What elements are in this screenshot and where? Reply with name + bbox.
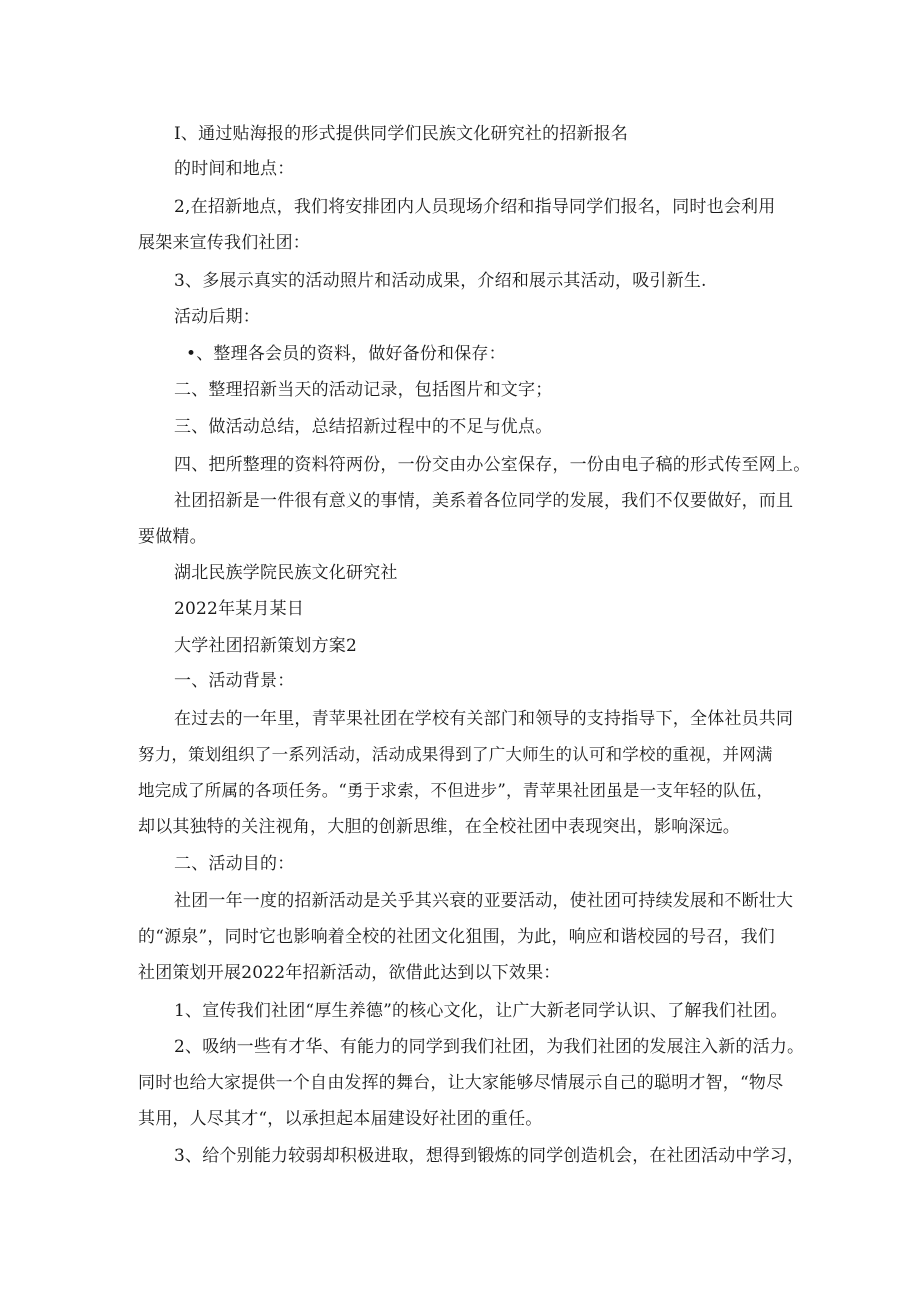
paragraph-line: 却以其独特的关注视角，大胆的创新思维，在全校社团中表现突出，影响深远。 bbox=[138, 817, 740, 837]
date-line: 2022年某月某日 bbox=[174, 599, 305, 619]
paragraph-line: 在过去的一年里，青苹果社团在学校有关部门和领导的支持指导下，全体社员共同 bbox=[174, 709, 794, 729]
document-title: 大学社团招新策划方案2 bbox=[174, 636, 358, 656]
paragraph-line: •、整理各会员的资料，做好备份和保存： bbox=[186, 344, 506, 364]
paragraph-line: 努力，策划组织了一系列活动，活动成果得到了广大师生的认可和学校的重视，并网满 bbox=[138, 745, 773, 764]
paragraph-line: 要做精。 bbox=[138, 527, 207, 547]
section-heading: 活动后期： bbox=[174, 307, 260, 327]
paragraph-line: 二、整理招新当天的活动记录，包括图片和文字； bbox=[174, 380, 553, 400]
paragraph-line: 四、把所整理的资料符两份，一份交由办公室保存，一份由电子稿的形式传至网上。 bbox=[174, 455, 811, 475]
paragraph-line: 3、给个别能力较弱却积极进取，想得到锻炼的同学创造机会，在社团活动中学习， bbox=[174, 1146, 805, 1166]
paragraph-line: 社团策划开展2022年招新活动，欲借此达到以下效果： bbox=[138, 963, 561, 983]
paragraph-line: 1、宣传我们社团“厚生养德”的核心文化，让广大新老同学认识、了解我们社团。 bbox=[174, 1001, 788, 1021]
paragraph-line: 的时间和地点： bbox=[174, 159, 295, 179]
paragraph-line: 2,在招新地点，我们将安排团内人员现场介绍和指导同学们报名，同时也会利用 bbox=[174, 197, 776, 217]
paragraph-line: 其用，人尽其才“，以承担起本届建设好社团的重任。 bbox=[138, 1109, 543, 1129]
paragraph-line: 同时也给大家提供一个自由发挥的舞台，让大家能够尽情展示自己的聪明才智，“物尽 bbox=[138, 1073, 784, 1093]
paragraph-line: 地完成了所属的各项任务。“勇于求索，不但进步”，青苹果社团虽是一支年轻的队伍， bbox=[138, 781, 774, 800]
section-heading: 一、活动背景： bbox=[174, 671, 295, 691]
paragraph-line: 3、多展示真实的活动照片和活动成果，介绍和展示其活动，吸引新生. bbox=[174, 271, 707, 291]
section-heading: 二、活动目的： bbox=[174, 854, 295, 874]
paragraph-line: 社团招新是一件很有意义的事情，美系着各位同学的发展，我们不仅要做好，而且 bbox=[174, 491, 794, 511]
paragraph-line: 的“源泉”，同时它也影响着全校的社团文化狙围，为此，响应和谐校园的号召，我们 bbox=[138, 927, 775, 947]
paragraph-line: I、通过贴海报的形式提供同学们民族文化研究社的招新报名 bbox=[174, 124, 629, 144]
paragraph-line: 三、做活动总结，总结招新过程中的不足与优点。 bbox=[174, 417, 553, 437]
paragraph-line: 2、吸纳一些有才华、有能力的同学到我们社团，为我们社团的发展注入新的活力。 bbox=[174, 1037, 805, 1057]
paragraph-line: 展架来宣传我们社团： bbox=[138, 233, 310, 253]
paragraph-line: 社团一年一度的招新活动是关乎其兴衰的亚要活动，使社团可持续发展和不断壮大 bbox=[174, 891, 794, 911]
organization-signature: 湖北民族学院民族文化研究社 bbox=[174, 563, 398, 583]
